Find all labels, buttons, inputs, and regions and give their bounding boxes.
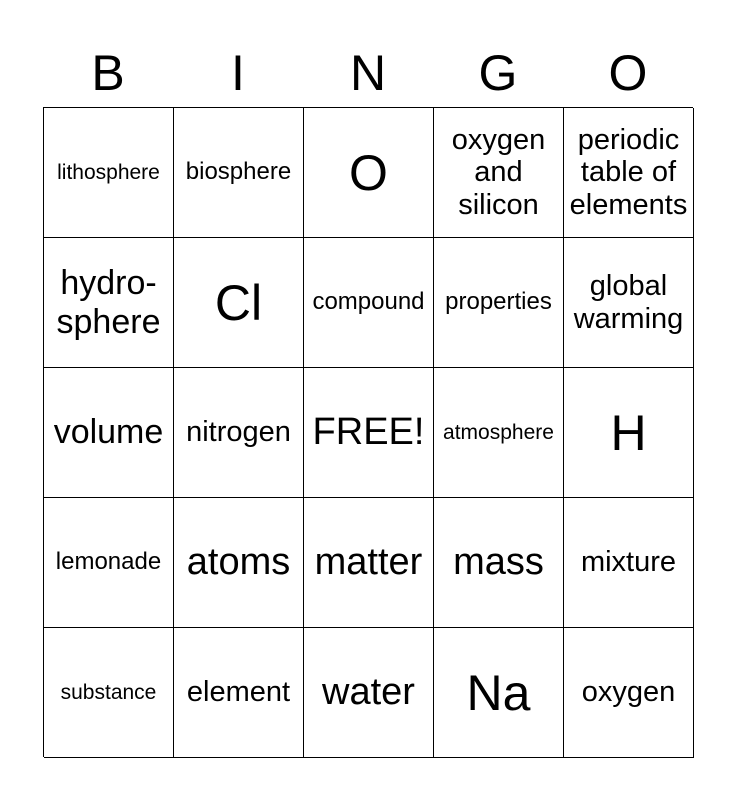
cell-label: water [322, 671, 415, 714]
bingo-cell[interactable] [434, 368, 564, 498]
free-space-label: FREE! [312, 411, 425, 454]
cell-label: oxygen and silicon [451, 123, 546, 221]
cell-label: mixture [580, 546, 677, 579]
cell-label: hydro- sphere [56, 264, 161, 341]
cell-label: H [610, 404, 647, 461]
cell-label: atoms [186, 541, 291, 584]
cell-label: periodic table of elements [569, 123, 688, 221]
header-letter-b: B [91, 45, 125, 101]
cell-label: nitrogen [186, 416, 291, 449]
bingo-cell[interactable] [434, 628, 564, 758]
cell-label: lithosphere [57, 160, 160, 184]
bingo-cell[interactable] [304, 238, 434, 368]
cell-label: volume [53, 413, 164, 452]
bingo-cell[interactable] [564, 108, 694, 238]
bingo-cell[interactable] [304, 108, 434, 238]
bingo-cell[interactable] [174, 238, 304, 368]
cell-label: matter [314, 541, 423, 584]
cell-label: global warming [573, 270, 684, 335]
bingo-header [43, 40, 693, 106]
cell-label: atmosphere [443, 420, 554, 444]
bingo-cell[interactable] [564, 238, 694, 368]
cell-label: element [186, 676, 291, 709]
header-letter-g: G [478, 45, 518, 101]
header-letter-o: O [608, 45, 648, 101]
bingo-cell[interactable] [174, 368, 304, 498]
bingo-cell[interactable] [564, 498, 694, 628]
bingo-cell[interactable] [434, 498, 564, 628]
bingo-cell[interactable] [564, 628, 694, 758]
cell-label: properties [445, 288, 552, 316]
bingo-cell[interactable] [44, 368, 174, 498]
cell-label: compound [312, 288, 425, 316]
header-letter-i: I [231, 45, 245, 101]
cell-label: Cl [214, 274, 263, 331]
bingo-cell[interactable] [304, 498, 434, 628]
cell-label: Na [466, 664, 531, 721]
bingo-cell[interactable] [174, 498, 304, 628]
bingo-cell[interactable] [434, 108, 564, 238]
cell-label: mass [453, 541, 544, 584]
bingo-cell[interactable] [304, 628, 434, 758]
bingo-cell[interactable] [174, 108, 304, 238]
bingo-board [43, 107, 693, 757]
bingo-cell[interactable] [434, 238, 564, 368]
bingo-cell[interactable] [44, 628, 174, 758]
bingo-cell[interactable] [564, 368, 694, 498]
cell-label: oxygen [581, 676, 676, 709]
cell-label: O [349, 144, 388, 201]
cell-label: substance [60, 680, 157, 704]
bingo-cell[interactable] [44, 498, 174, 628]
bingo-cell[interactable] [44, 108, 174, 238]
free-space[interactable] [304, 368, 434, 498]
bingo-cell[interactable] [174, 628, 304, 758]
bingo-cell[interactable] [44, 238, 174, 368]
cell-label: biosphere [185, 158, 292, 186]
cell-label: lemonade [55, 548, 162, 576]
header-letter-n: N [349, 45, 387, 101]
